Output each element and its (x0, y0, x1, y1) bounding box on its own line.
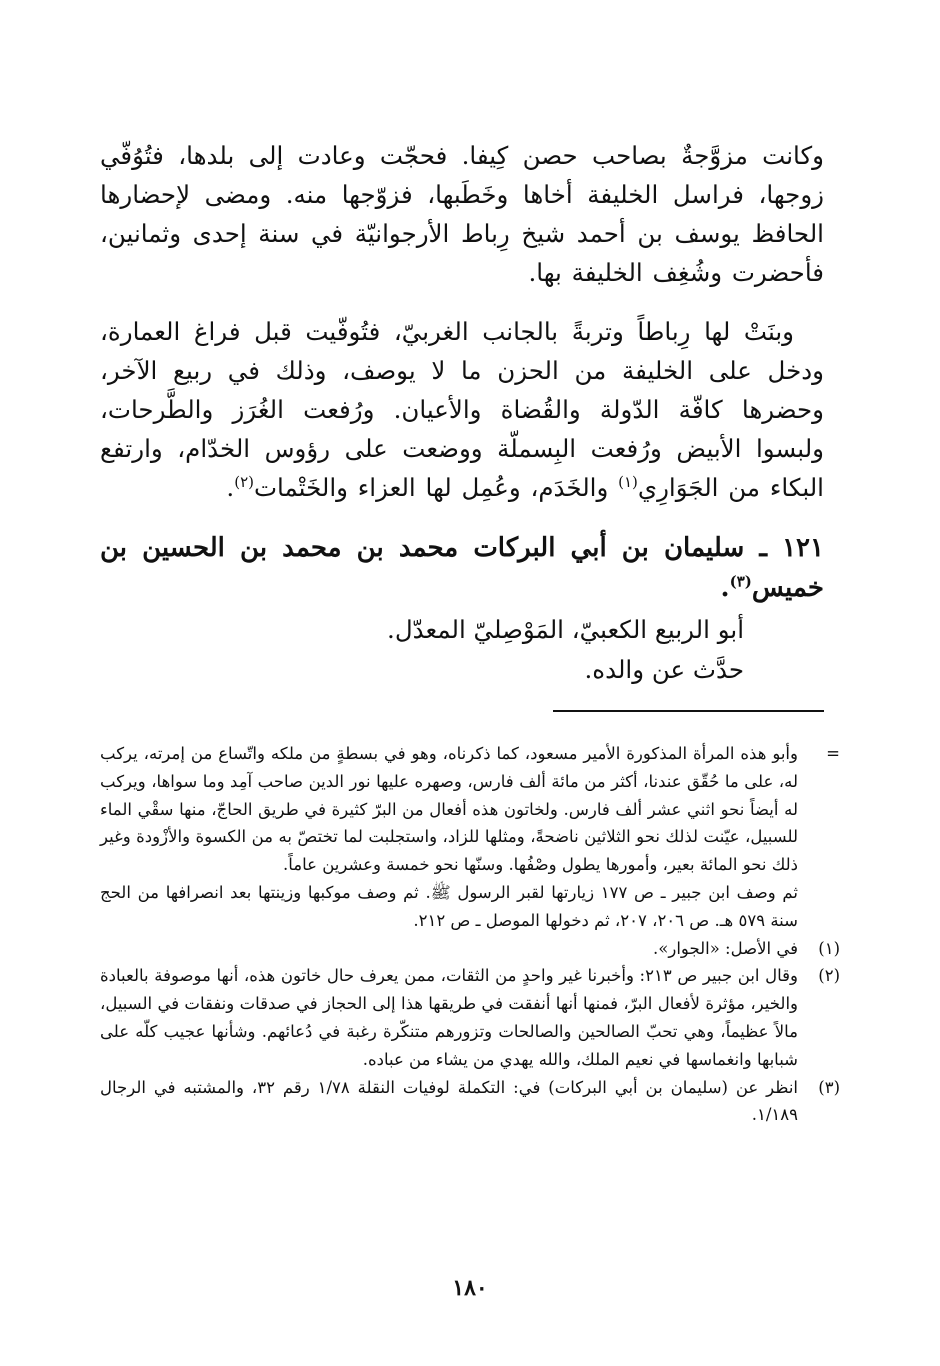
paragraph-1-text: وكانت مزوَّجةٌ بصاحب حصن كِيفا. فحجّت وعادت إلى بلدها، فتُوُفّي زوجها، فراسل الخليفة أخاها وخَطَبها، فزوّجها منه. ومضى لإحضارها الحافظ يوسف بن أحمد شيخ رِباط الأرجوانيّة في سنة إحدى وثمانين، فأحضرت وشُغِف الخليفة بها. (100, 141, 824, 287)
footnote-ref-3: (٣) (729, 572, 752, 591)
footnote-3 (100, 1074, 840, 1130)
footnote-ref-2: (٢) (234, 472, 254, 491)
footnote-text: ثم وصف ابن جبير ـ ص ١٧٧ زيارتها لقبر الرسول ﷺ. ثم وصف موكبها وزينتها بعد انصرافها من الحج سنة ٥٧٩ هـ. ص ٢٠٦، ٢٠٧، ثم دخولها الموصل ـ ص ٢١٢. (100, 882, 798, 930)
entry-heading-end: . (720, 573, 730, 603)
footnote-continuation-2 (100, 879, 840, 935)
footnote-text: وأبو هذه المرأة المذكورة الأمير مسعود، كما ذكرناه، وهو في بسطةٍ من ملكه واتّساع من إمرته، يركب له، على ما حُقّق عندنا، أكثر من مائة ألف فارس، وصهره عليها نور الدين صاحب آمِد وما سواها، ويركب له أيضاً نحو اثني عشر ألف فارس. ولخاتون هذه أفعال من البرّ كثيرة في طريق الحاجّ، منها سقْي الماء للسبيل، عيّنت لذلك نحو الثلاثين ناضحةً، ومثلها للزاد، واستجلبت لما تختصّ به من الكسوة والأزْودة وغير ذلك نحو المائة بعير، وأمورها يطول وصْفُها. وسنّها نحو خمسة وعشرين عاماً. (100, 744, 798, 875)
footnote-marker (798, 879, 840, 935)
footnote-1 (100, 935, 840, 963)
entry-heading-text: ١٢١ ـ سليمان بن أبي البركات محمد بن محمد بن الحسين بن خميس (100, 533, 824, 603)
footnote-marker: = (826, 744, 840, 763)
footnote-2 (100, 962, 840, 1073)
paragraph-2 (100, 312, 824, 507)
entry-kunya: أبو الربيع الكعبيّ، المَوْصِليّ المعدّل. (387, 615, 744, 644)
entry-heading (100, 528, 824, 608)
footnote-separator (553, 710, 824, 712)
paragraph-2-text-c: . (226, 473, 235, 502)
paragraph-2-text-b: والخَدَم، وعُمِل لها العزاء والخَتْمات (253, 473, 619, 502)
paragraph-2-text-a: وبنَتْ لها رِباطاً وتربةً بالجانب الغربيّ، فتُوفّيت قبل فراغ العمارة، ودخل على الخليفة من الحزن ما لا يوصف، وذلك في ربيع الآخر، وحضرها كافّة الدّولة والقُضاة والأعيان. ورُفعت الغُرَز والطَّرحات، ولبسوا الأبيض ورُفعت البِسملّة ووضعت على رؤوس الخدّام، وارتفع البكاء من الجَوَارِي (100, 317, 824, 502)
footnote-text: انظر عن (سليمان بن أبي البركات) في: التكملة لوفيات النقلة ١/٧٨ رقم ٣٢، والمشتبه في الرجال ١/١٨٩. (100, 1077, 798, 1125)
footnote-ref-1: (١) (618, 472, 638, 491)
footnote-text: وقال ابن جبير ص ٢١٣: وأخبرنا غير واحدٍ من الثقات، ممن يعرف حال خاتون هذه، أنها موصوفة بالعبادة والخير، مؤثرة لأفعال البرّ، فمنها أنها أنفقت في طريقها هذا إلى الحجاز في صدقات ونفقات في السبيل، مالاً عظيماً، وهي تحبّ الصالحين والصالحات وتزورهم متنكّرة رغبة في دُعائهم. وشأنها عجيب كلّه على شبابها وانغماسها في نعيم الملك، والله يهدي من يشاء من عباده. (100, 966, 798, 1069)
footnote-continuation (100, 740, 840, 879)
footnotes (100, 740, 840, 1129)
paragraph-1 (100, 136, 824, 292)
entry-narration: حدَّث عن والده. (584, 655, 744, 684)
footnote-marker: (١) (818, 938, 840, 958)
footnote-marker: (٣) (818, 1077, 840, 1097)
page-number: ١٨٠ (452, 1275, 488, 1301)
footnote-marker: (٢) (818, 966, 840, 986)
footnote-text: في الأصل: «الجوار». (653, 938, 798, 958)
